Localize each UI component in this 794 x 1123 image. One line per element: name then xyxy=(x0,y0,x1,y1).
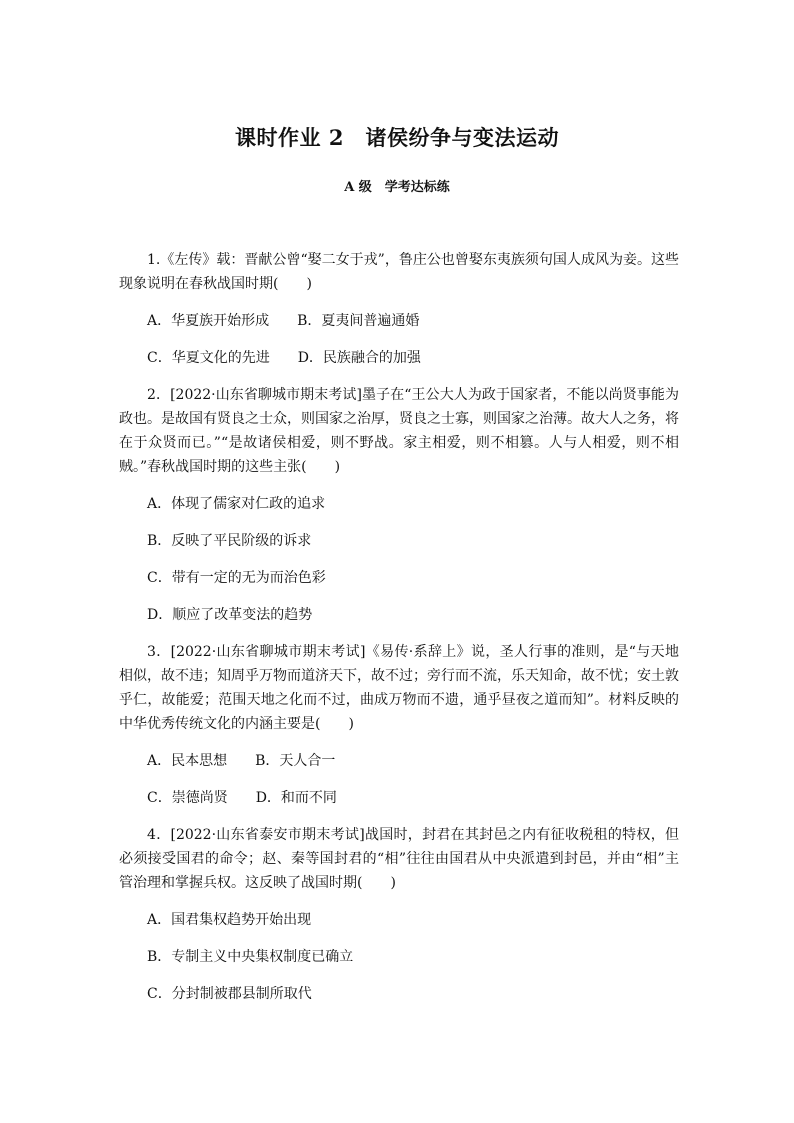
option-line: A．民本思想 B．天人合一 xyxy=(147,753,336,769)
option-line: A．体现了儒家对仁政的追求 xyxy=(147,496,326,512)
question-stem: 4．[2022·山东省泰安市期末考试]战国时，封君在其封邑之内有征收税租的特权，但必须接受国君的命令；赵、秦等国封君的“相”往往由国君从中央派遣到封邑，并由“相”主管治理和掌握兵权。这反映了战国时期( ) xyxy=(119,827,679,891)
option-line: C．崇德尚贤 D．和而不同 xyxy=(147,790,337,806)
option-line: B．专制主义中央集权制度已确立 xyxy=(147,949,354,965)
section-subtitle: A 级 学考达标练 xyxy=(344,180,450,195)
option-line: A．华夏族开始形成 B．夏夷间普遍通婚 xyxy=(147,313,420,329)
option-line: D．顺应了改革变法的趋势 xyxy=(147,607,313,623)
option-line: C．华夏文化的先进 D．民族融合的加强 xyxy=(147,350,421,366)
page-title: 课时作业 2 诸侯纷争与变法运动 xyxy=(235,125,559,150)
option-line: C．带有一定的无为而治色彩 xyxy=(147,570,326,586)
question-stem: 2．[2022·山东省聊城市期末考试]墨子在“王公大人为政于国家者，不能以尚贤事能为政也。是故国有贤良之士众，则国家之治厚，贤良之士寡，则国家之治薄。故大人之务，将在于众贤而已。”“是故诸侯相爱，则不野战。家主相爱，则不相篡。人与人相爱，则不相贼。”春秋战国时期的这些主张( ) xyxy=(119,387,679,475)
question-list xyxy=(119,248,679,1019)
question-stem: 1.《左传》载：晋献公曾“娶二女于戎”，鲁庄公也曾娶东夷族须句国人成风为妾。这些现象说明在春秋战国时期( ) xyxy=(119,252,679,292)
option-line: C．分封制被郡县制所取代 xyxy=(147,986,312,1002)
option-line: A．国君集权趋势开始出现 xyxy=(147,912,312,928)
question-stem: 3．[2022·山东省聊城市期末考试]《易传·系辞上》说，圣人行事的准则，是“与天地相似，故不违；知周乎万物而道济天下，故不过；旁行而不流，乐天知命，故不忧；安土敦乎仁，故能爱；范围天地之化而不过，曲成万物而不遗，通乎昼夜之道而知”。材料反映的中华优秀传统文化的内涵主要是( ) xyxy=(119,644,679,732)
option-line: B．反映了平民阶级的诉求 xyxy=(147,533,312,549)
